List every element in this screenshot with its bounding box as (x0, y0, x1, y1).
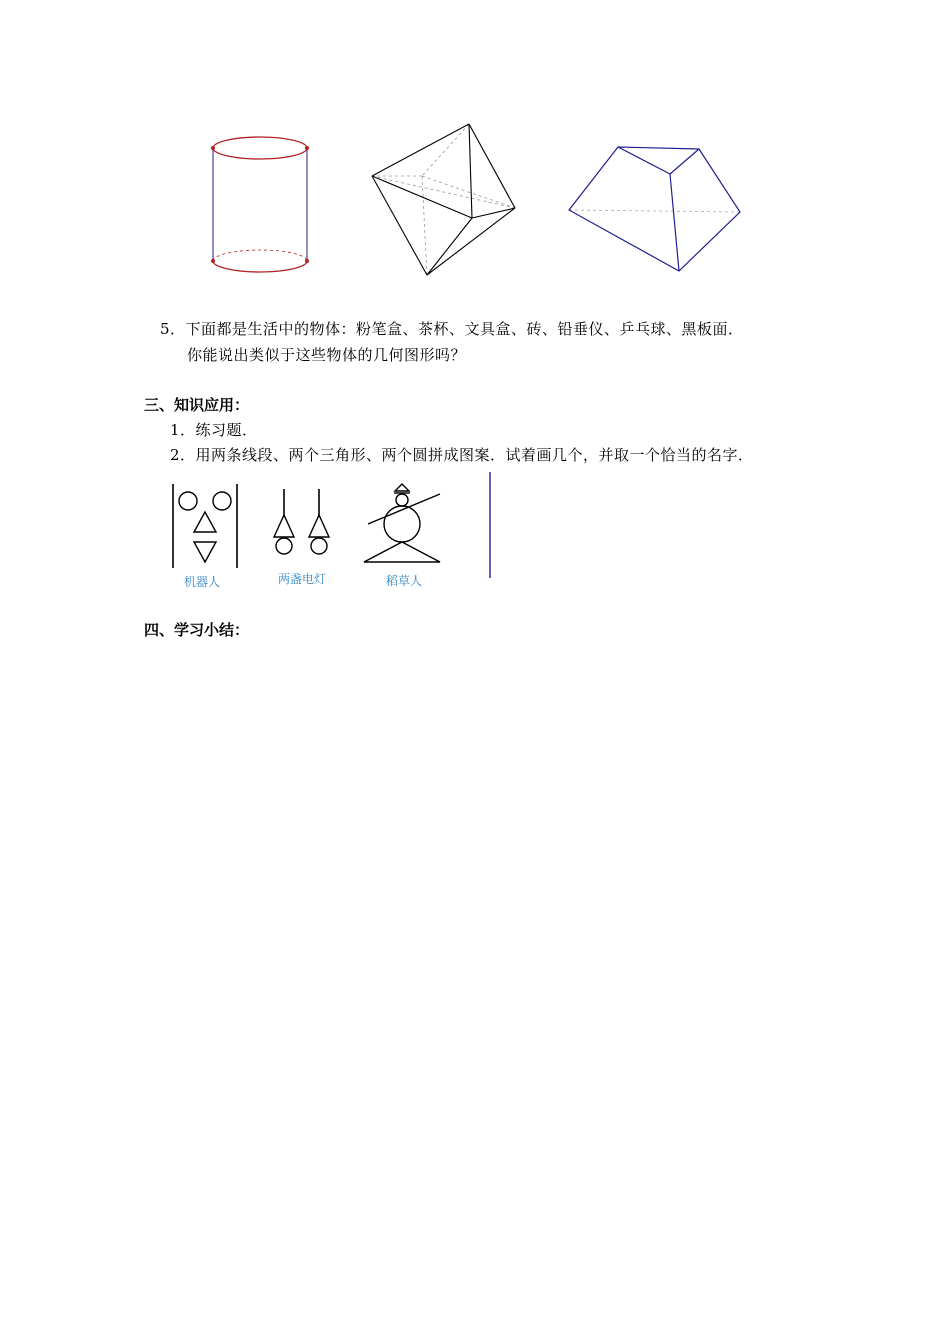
octahedron-figure (365, 118, 525, 283)
robot-pattern (165, 478, 245, 573)
vertical-divider (486, 470, 494, 582)
section-3-heading: 三、知识应用： (144, 396, 250, 414)
cylinder-figure (200, 130, 320, 280)
section-3-item-2: 2．用两条线段、两个三角形、两个圆拼成图案．试着画几个，并取一个恰当的名字． (170, 446, 754, 464)
section-4-heading: 四、学习小结： (144, 621, 250, 639)
question-5-line-1: 5．下面都是生活中的物体：粉笔盒、茶杯、文具盒、砖、铅垂仪、乒乓球、黑板面． (160, 320, 744, 338)
prism-figure (565, 142, 745, 277)
scarecrow-label: 稻草人 (386, 574, 423, 588)
robot-label: 机器人 (184, 575, 221, 589)
two-lamps-label: 两盏电灯 (278, 572, 327, 586)
scarecrow-pattern (360, 480, 445, 570)
question-5-line-2: 你能说出类似于这些物体的几何图形吗？ (187, 346, 467, 364)
two-lamps-pattern (265, 485, 340, 560)
section-3-item-1: 1．练习题． (170, 421, 258, 439)
